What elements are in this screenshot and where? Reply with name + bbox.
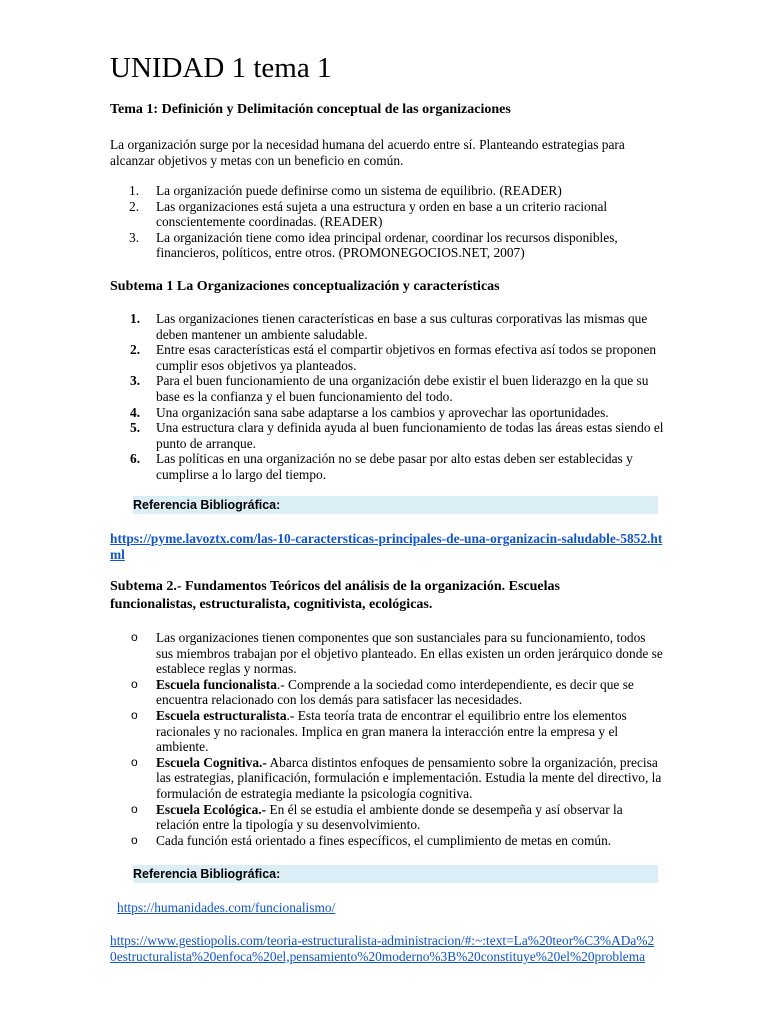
list-item: o Escuela Cognitiva.- Abarca distintos enfoques de pensamiento sobre la organización, precisa las estrategias, planificación, formulación e implementación. Estudia la mente del directivo, la formulación de estrategia mediante la psicología cognitiva. <box>131 754 662 801</box>
subtema1-heading: Subtema 1 La Organizaciones conceptualización y características <box>110 279 500 294</box>
subtema2-list <box>110 630 665 848</box>
list-item: 3. Para el buen funcionamiento de una organización debe existir el buen liderazgo en la que su base es la confianza y el buen funcionamiento del todo. <box>130 373 649 404</box>
reference-label-2: Referencia Bibliográfica: <box>133 865 658 883</box>
tema1-intro: La organización surge por la necesidad humana del acuerdo entre sí. Planteando estrategias para alcanzar objetivos y metas con un beneficio en común. <box>110 137 625 168</box>
reference-link-2-wrap <box>117 900 672 916</box>
list-item: 5. Una estructura clara y definida ayuda al buen funcionamiento de todas las áreas estas siendo el punto de arranque. <box>130 420 664 451</box>
list-item: 3. La organización tiene como idea principal ordenar, coordinar los recursos disponibles, financieros, políticos, entre otros. (PROMONEGOCIOS.NET, 2007) <box>129 229 618 261</box>
list-item: 2. Entre esas características está el compartir objetivos en formas efectiva así todos se proponen cumplir esos objetivos ya planteados. <box>130 342 657 373</box>
list-item: 6. Las políticas en una organización no se debe pasar por alto estas deben ser establecidas y cumplirse a lo largo del tiempo. <box>130 451 633 482</box>
subtema2-heading: Subtema 2.- Fundamentos Teóricos del análisis de la organización. Escuelas funcionalistas, estructuralista, cognitivista, ecológicas. <box>110 579 560 612</box>
list-item: o Escuela estructuralista.- Esta teoría trata de encontrar el equilibrio entre los elementos racionales y no racionales. Implica en gran manera la interacción entre la empresa y el ambiente. <box>131 707 627 755</box>
tema1-heading: Tema 1: Definición y Delimitación conceptual de las organizaciones <box>110 102 511 117</box>
reference-link-humanidades[interactable]: https://humanidades.com/funcionalismo/ <box>117 900 336 915</box>
list-item: o Cada función está orientado a fines específicos, el cumplimiento de metas en común. <box>131 832 612 848</box>
reference-link-1-wrap <box>110 531 665 563</box>
reference-link-gestiopolis[interactable]: https://www.gestiopolis.com/teoria-estructuralista-administracion/#:~:text=La%20teor%C3%ADa%20estructuralista%20enfoca%20el,pensamiento%20moderno%3B%20constituye%20el%20problema <box>110 933 655 964</box>
reference-link-3-wrap <box>110 933 655 965</box>
list-item: 1. Las organizaciones tienen características en base a sus culturas corporativas las mismas que deben mantener un ambiente saludable. <box>130 311 648 342</box>
list-item: 4. Una organización sana sabe adaptarse a los cambios y aprovechar las oportunidades. <box>130 404 609 420</box>
subtema1-list <box>110 311 665 483</box>
tema1-list <box>110 183 665 261</box>
list-item: 2. Las organizaciones está sujeta a una estructura y orden en base a un criterio racional conscientemente coordinadas. (READER) <box>129 198 608 230</box>
document-title: UNIDAD 1 tema 1 <box>110 52 332 84</box>
list-item: 1. La organización puede definirse como un sistema de equilibrio. (READER) <box>129 183 562 198</box>
list-item: o Escuela funcionalista.- Comprende a la sociedad como interdependiente, es decir que se encuentra relacionado con los demás para satisfacer las necesidades. <box>131 676 634 708</box>
reference-link-pyme[interactable]: https://pyme.lavoztx.com/las-10-caractersticas-principales-de-una-organizacin-saludable-5852.html <box>110 531 663 562</box>
reference-label-1: Referencia Bibliográfica: <box>133 496 658 514</box>
list-item: o Las organizaciones tienen componentes que son sustanciales para su funcionamiento, todos sus miembros trabajan por el objetivo planteado. En ellas existen un orden jerárquico donde se establece reglas y normas. <box>131 630 663 677</box>
list-item: o Escuela Ecológica.- En él se estudia el ambiente donde se desempeña y así observar la relación entre la tipología y su desenvolvimiento. <box>131 801 623 833</box>
